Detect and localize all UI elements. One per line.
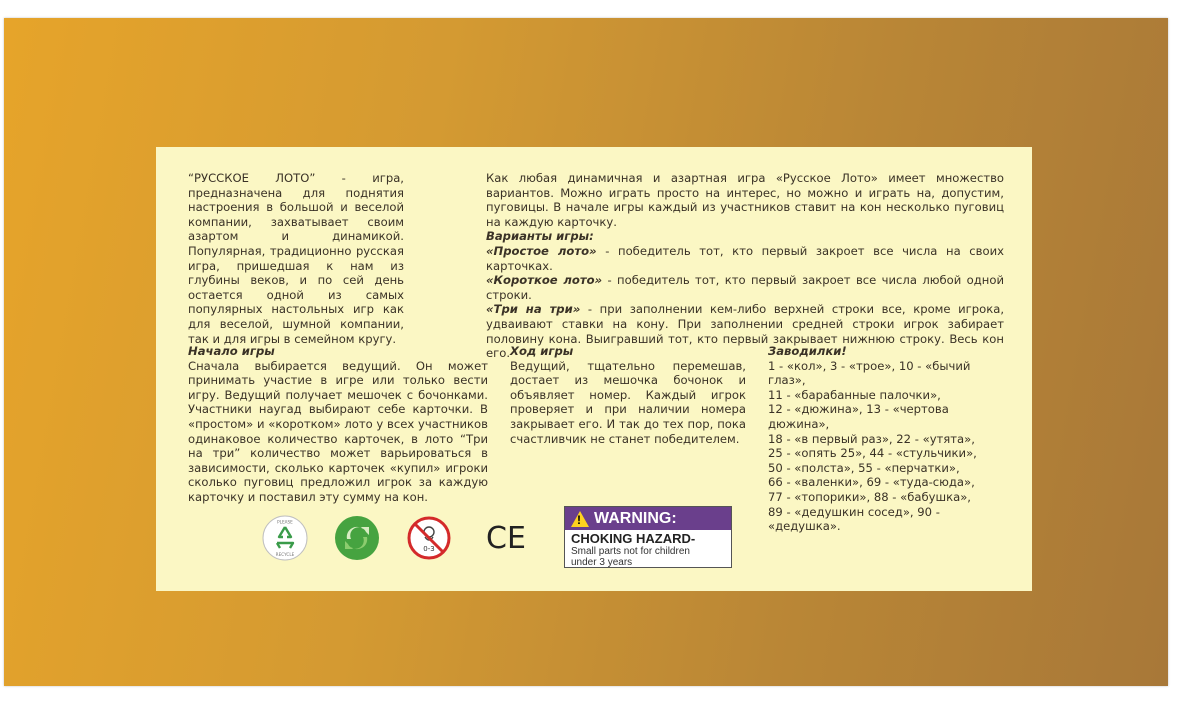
variant-short-text: - победитель тот, кто первый закроет все числа любой одной строки. xyxy=(486,273,1004,302)
please-recycle-icon xyxy=(262,515,308,561)
variants-heading: Варианты игры: xyxy=(486,229,594,244)
age-label: 0-3 xyxy=(423,545,435,553)
variant-three-text: - при заполнении кем-либо верхней строки все, кроме игрока, удваивают ставки на кону. При заполнении средней строки игрок забирает половину кона. Выигравший тот, кто первый закрывает нижнюю строку. Весь кон его. xyxy=(486,302,1004,361)
calls-line: 66 - «валенки», 69 - «туда-сюда», xyxy=(768,475,975,490)
warning-header xyxy=(565,507,731,530)
course-heading: Ход игры xyxy=(510,344,574,358)
variant-short-name: «Короткое лото» xyxy=(486,273,603,288)
variants-lead: Как любая динамичная и азартная игра «Русское Лото» имеет множество вариантов. Можно играть просто на интерес, но можно и играть на, допустим, пуговицы. В начале игры каждый из участников ставит на кон несколько пуговиц на каждую карточку. xyxy=(486,171,1004,229)
warning-line1: CHOKING HAZARD- xyxy=(571,531,696,546)
intro-title: “РУССКОЕ ЛОТО” xyxy=(188,171,316,185)
warning-line2: Small parts not for children xyxy=(571,546,690,557)
calls-line: 77 - «топорики», 88 - «бабушка», xyxy=(768,489,971,504)
variants-block xyxy=(486,171,1004,361)
course-block xyxy=(510,344,746,446)
start-heading: Начало игры xyxy=(188,344,275,358)
calls-line: 18 - «в первый раз», 22 - «утята», xyxy=(768,431,975,446)
variant-three-name: «Три на три» xyxy=(486,302,581,317)
calls-line: 12 - «дюжина», 13 - «чертова дюжина», xyxy=(768,402,949,431)
instruction-panel xyxy=(156,147,1032,591)
recycle-top-text: PLEASE xyxy=(277,519,293,525)
calls-line: 50 - «полста», 55 - «перчатки», xyxy=(768,460,960,475)
course-text: Ведущий, тщательно перемешав, достает из мешочка бочонок и объявляет номер. Каждый игрок проверяет и при наличии номера закрывает его. И так до тех пор, пока счастливчик не станет победителем. xyxy=(510,358,746,446)
calls-heading: Заводилки! xyxy=(768,344,847,358)
green-dot-icon xyxy=(334,515,380,561)
start-block xyxy=(188,344,488,505)
ce-mark-icon xyxy=(480,515,532,561)
lotto-box-back xyxy=(4,18,1168,686)
intro-block xyxy=(188,171,404,346)
calls-line: 25 - «опять 25», 44 - «стульчики», xyxy=(768,446,977,461)
variant-simple-text: - победитель тот, кто первый закроет все числа на своих карточках. xyxy=(486,243,1004,273)
intro-text: - игра, предназначена для поднятия настроения в большой и веселой компании, захватывает своим азартом и динамикой. Популярная, традиционно русская игра, пришедшая к нам из глубины веков, и по сей день остается одной из самых популярных настольных игр как для веселой, шумной компании, так и для игры в семейном кругу. xyxy=(188,171,404,346)
warning-triangle-icon xyxy=(571,511,589,527)
calls-line: 11 - «барабанные палочки», xyxy=(768,387,941,402)
ce-mark-text: CE xyxy=(486,521,526,556)
start-text: Сначала выбирается ведущий. Он может принимать участие в игре или только вести игру. Ведущий получает мешочек с бочонками. Участники наугад выбирают себе карточки. В «простом» и «коротком» лото у всех участников одинаковое количество карточек, в лото “Три на три” количество может варьироваться в зависимости, сколько карточек «купил» игроки сколько пуговиц предложил игрок за каждую карточку и поставил эту сумму на кон. xyxy=(188,358,488,504)
calls-line: 89 - «дедушкин сосед», 90 - «дедушка». xyxy=(768,504,940,534)
warning-title: WARNING: xyxy=(594,509,677,527)
choking-hazard-label xyxy=(564,506,732,568)
calls-line: 1 - «кол», 3 - «трое», 10 - «бычий глаз», xyxy=(768,358,971,388)
age-warning-icon xyxy=(406,515,452,561)
calls-block xyxy=(768,344,1008,534)
variant-simple-name: «Простое лото» xyxy=(486,243,597,258)
warning-line3: under 3 years xyxy=(571,557,633,568)
recycle-bottom-text: RECYCLE xyxy=(275,552,295,557)
